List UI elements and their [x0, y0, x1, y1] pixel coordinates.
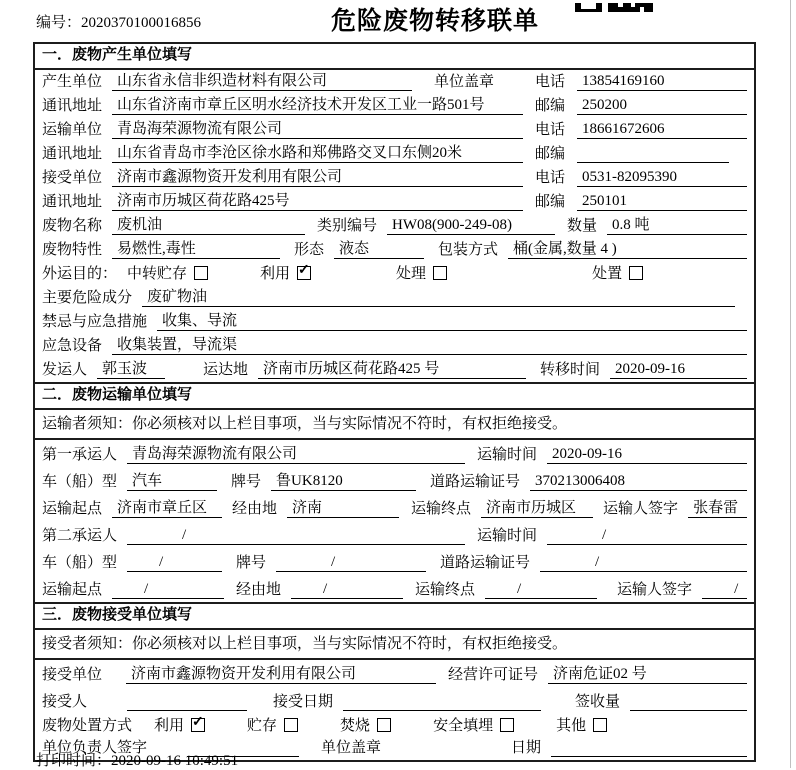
second-carrier-row	[35, 521, 754, 548]
purpose-option-treat: 处理	[396, 262, 447, 283]
shipper-row	[35, 358, 754, 382]
vehicle-type-label: 车（船）型	[42, 474, 118, 490]
plate-value-2: /	[276, 554, 426, 572]
date-value	[551, 739, 747, 757]
plate-label: 牌号	[231, 474, 262, 490]
plate-value: 鲁UK8120	[271, 469, 416, 491]
route-row-1	[35, 494, 754, 521]
producer-zip-value: 250200	[577, 97, 747, 115]
via-value: 济南	[287, 496, 399, 518]
character-value: 易燃性,毒性	[112, 237, 280, 259]
purpose-option-dispose: 处置	[592, 262, 643, 283]
responsible-sign-label: 单位负责人签字	[42, 740, 148, 756]
waste-name-value: 废机油	[112, 213, 305, 235]
manifest-form	[33, 42, 756, 762]
transport-time-label: 运输时间	[477, 528, 538, 544]
print-time-value: 2020-09-16 10:49:51	[111, 753, 239, 769]
page-edge-line	[790, 0, 791, 768]
emergency-row	[35, 310, 754, 334]
first-carrier-label: 第一承运人	[42, 447, 118, 463]
equipment-row	[35, 334, 754, 358]
vehicle-type-value-2: /	[127, 554, 222, 572]
producer-value: 山东省永信非织造材料有限公司	[112, 69, 412, 91]
form-label: 形态	[294, 242, 325, 258]
serial-number	[36, 11, 201, 32]
producer-address-value: 山东省济南市章丘区明水经济技术开发区工业一路501号	[112, 93, 523, 115]
second-carrier-label: 第二承运人	[42, 528, 118, 544]
accept-unit-row	[35, 660, 754, 687]
emergency-value: 收集、导流	[157, 309, 747, 331]
transporter-row	[35, 118, 754, 142]
producer-row	[35, 70, 754, 94]
vehicle-row-1	[35, 467, 754, 494]
transfer-date-label: 转移时间	[540, 362, 601, 378]
end-label: 运输终点	[415, 582, 476, 598]
phone-label: 电话	[535, 122, 566, 138]
accept-person-row	[35, 687, 754, 714]
hazard-value: 废矿物油	[142, 285, 735, 307]
section2-header: 二．废物运输单位填写	[35, 382, 754, 410]
hazard-label: 主要危险成分	[42, 290, 133, 306]
producer-label: 产生单位	[42, 74, 103, 90]
transporter-notice: 运输者须知：你必须核对以上栏目事项，当与实际情况不符时，有权拒绝接受。	[35, 410, 754, 440]
vehicle-row-2	[35, 548, 754, 575]
unit-seal-label: 单位盖章	[321, 740, 382, 756]
zip-label: 邮编	[535, 194, 566, 210]
carrier-sign-value: 张春雷	[688, 496, 747, 518]
destination-value: 济南市历城区荷花路425 号	[258, 357, 526, 379]
transport-time-value-2: /	[547, 527, 747, 545]
character-label: 废物特性	[42, 242, 103, 258]
receiver-address-row	[35, 190, 754, 214]
packing-label: 包装方式	[438, 242, 499, 258]
road-license-label: 道路运输证号	[430, 474, 521, 490]
accept-person-value	[127, 693, 247, 711]
qr-code-fragment-icon	[575, 0, 653, 17]
serial-label: 编号：	[36, 15, 82, 31]
signed-amount-label: 签收量	[575, 694, 621, 710]
phone-label: 电话	[535, 170, 566, 186]
address-label: 通讯地址	[42, 194, 103, 210]
page-title: 危险废物转移联单	[331, 8, 540, 35]
receiver-row	[35, 166, 754, 190]
transfer-date-value: 2020-09-16	[610, 361, 747, 379]
receiver-phone-value: 0531-82095390	[577, 169, 747, 187]
address-label: 通讯地址	[42, 98, 103, 114]
first-carrier-row	[35, 440, 754, 467]
first-carrier-value: 青岛海荣源物流有限公司	[127, 442, 465, 464]
accept-unit-label: 接受单位	[42, 667, 103, 683]
transporter-zip-value	[577, 145, 729, 163]
carrier-sign-label: 运输人签字	[603, 501, 679, 517]
packing-value: 桶(金属,数量 4 )	[508, 237, 747, 259]
origin-value: 济南市章丘区	[112, 496, 222, 518]
permit-value: 济南危证02 号	[548, 662, 747, 684]
origin-value-2: /	[112, 581, 224, 599]
transporter-value: 青岛海荣源物流有限公司	[112, 117, 523, 139]
signed-amount-value	[630, 693, 747, 711]
end-value: 济南市历城区	[481, 496, 593, 518]
checkbox-icon	[284, 718, 298, 732]
disposal-option-store: 贮存	[247, 714, 298, 735]
date-label: 日期	[511, 740, 542, 756]
equipment-label: 应急设备	[42, 338, 103, 354]
section1-header: 一．废物产生单位填写	[35, 44, 754, 70]
producer-address-row	[35, 94, 754, 118]
origin-label: 运输起点	[42, 501, 103, 517]
waste-character-row	[35, 238, 754, 262]
checkbox-icon	[433, 266, 447, 280]
vehicle-type-label: 车（船）型	[42, 555, 118, 571]
checkbox-icon	[377, 718, 391, 732]
purpose-label: 外运目的：	[42, 266, 118, 282]
zip-label: 邮编	[535, 146, 566, 162]
vehicle-type-value: 汽车	[127, 469, 217, 491]
permit-label: 经营许可证号	[448, 667, 539, 683]
purpose-option-transfer: 中转贮存	[127, 262, 208, 283]
address-label: 通讯地址	[42, 146, 103, 162]
checkbox-icon	[629, 266, 643, 280]
disposal-label: 废物处置方式	[42, 718, 133, 734]
zip-label: 邮编	[535, 98, 566, 114]
end-value-2: /	[485, 581, 597, 599]
accept-date-value	[343, 693, 541, 711]
disposal-option-other: 其他	[556, 714, 607, 735]
road-license-value: 370213006408	[530, 473, 747, 491]
emergency-label: 禁忌与应急措施	[42, 314, 148, 330]
transport-time-value: 2020-09-16	[547, 446, 747, 464]
purpose-option-use: 利用 ✓	[260, 262, 311, 283]
destination-label: 运达地	[203, 362, 249, 378]
disposal-option-incinerate: 焚烧	[340, 714, 391, 735]
form-value: 液态	[334, 237, 424, 259]
accept-date-label: 接受日期	[273, 694, 334, 710]
shipper-value: 郭玉波	[97, 357, 165, 379]
via-value-2: /	[291, 581, 403, 599]
print-time	[36, 749, 238, 770]
origin-label: 运输起点	[42, 582, 103, 598]
waste-name-row	[35, 214, 754, 238]
checkbox-icon	[593, 718, 607, 732]
checkbox-icon	[194, 266, 208, 280]
checkbox-icon	[297, 266, 311, 280]
receiver-notice: 接受者须知：你必须核对以上栏目事项，当与实际情况不符时，有权拒绝接受。	[35, 630, 754, 660]
accept-unit-value: 济南市鑫源物资开发利用有限公司	[126, 662, 436, 684]
waste-name-label: 废物名称	[42, 218, 103, 234]
road-license-label: 道路运输证号	[440, 555, 531, 571]
accept-person-label: 接受人	[42, 694, 88, 710]
second-carrier-value: /	[127, 527, 465, 545]
receiver-value: 济南市鑫源物资开发利用有限公司	[112, 165, 523, 187]
transporter-address-value: 山东省青岛市李沧区徐水路和郑佛路交叉口东侧20米	[112, 141, 523, 163]
receiver-zip-value: 250101	[577, 193, 747, 211]
checkbox-icon	[500, 718, 514, 732]
transport-time-label: 运输时间	[477, 447, 538, 463]
road-license-value-2: /	[540, 554, 747, 572]
section3-header: 三．废物接受单位填写	[35, 602, 754, 630]
checkbox-icon	[191, 718, 205, 732]
producer-phone-value: 13854169160	[577, 73, 747, 91]
category-value: HW08(900-249-08)	[387, 217, 555, 235]
print-time-label: 打印时间：	[36, 753, 112, 769]
phone-label: 电话	[535, 74, 566, 90]
serial-value: 2020370100016856	[81, 15, 202, 31]
plate-label: 牌号	[236, 555, 267, 571]
transporter-address-row	[35, 142, 754, 166]
via-label: 经由地	[236, 582, 282, 598]
category-label: 类别编号	[316, 218, 377, 234]
route-row-2	[35, 575, 754, 602]
quantity-value: 0.8 吨	[607, 213, 747, 235]
unit-seal-label: 单位盖章	[434, 74, 495, 90]
quantity-label: 数量	[566, 218, 597, 234]
end-label: 运输终点	[411, 501, 472, 517]
hazard-row	[35, 286, 754, 310]
purpose-row	[35, 262, 754, 286]
disposal-row	[35, 714, 754, 738]
shipper-label: 发运人	[42, 362, 88, 378]
receiver-address-value: 济南市历城区荷花路425号	[112, 189, 523, 211]
carrier-sign-label: 运输人签字	[617, 582, 693, 598]
transporter-phone-value: 18661672606	[577, 121, 747, 139]
receiver-label: 接受单位	[42, 170, 103, 186]
equipment-value: 收集装置，导流渠	[112, 333, 747, 355]
disposal-option-use: 利用 ✓	[154, 714, 205, 735]
disposal-option-landfill: 安全填埋	[433, 714, 514, 735]
via-label: 经由地	[232, 501, 278, 517]
carrier-sign-value-2: /	[702, 581, 747, 599]
transporter-label: 运输单位	[42, 122, 103, 138]
